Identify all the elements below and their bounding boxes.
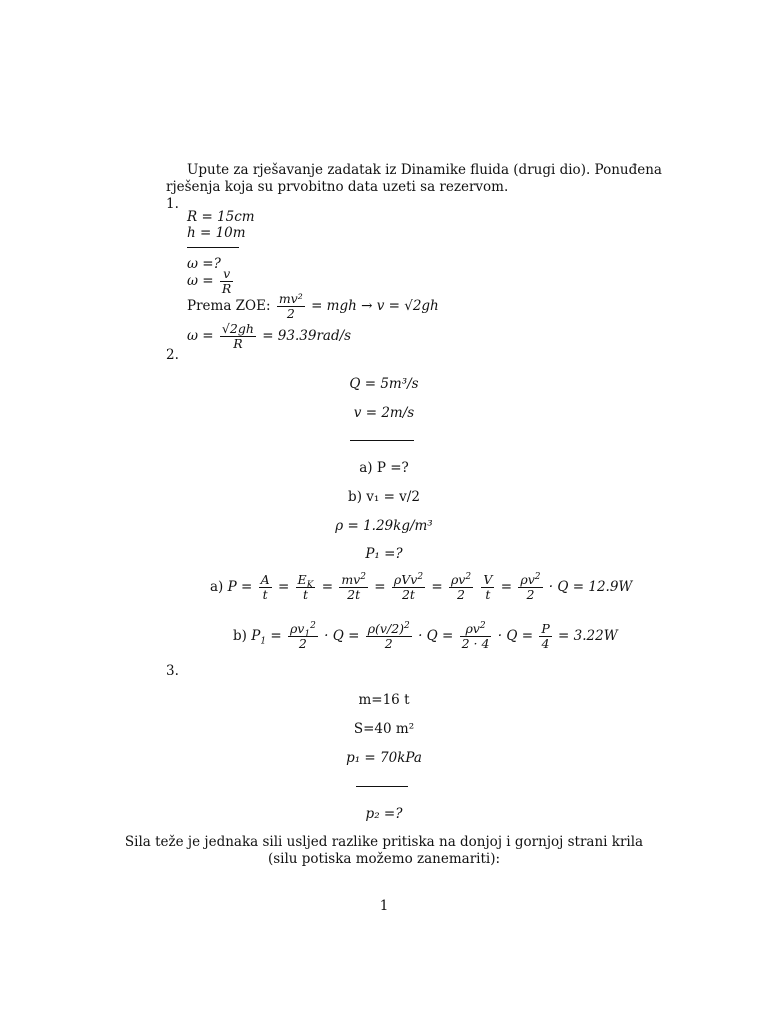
ask-P1: P₁ =? — [365, 546, 403, 562]
zoe-den: 2 — [286, 306, 295, 321]
omega-num: v — [220, 267, 233, 282]
given-Q: Q = 5m³/s — [349, 376, 419, 392]
sol-a-result: = 12.9W — [572, 579, 633, 595]
problem-3-text-1: Sila teže je jednaka sili usljed razlike pritiska na donjoj i gornjoj strani krila — [124, 834, 644, 850]
problem-2-number: 2. — [166, 347, 179, 363]
ask-P: a) P =? — [359, 460, 409, 476]
solution-a: a) P = $\frac{A}{t}$ = $\frac{E_K}{t}$ = $\frac{mv^2}{2t}$ = $\frac{\rho Vv^2}{2t}$ = $\frac{\rho v^2}{2}$ $\frac{V}{t}$ = $\frac{\rho v^2}{2}$ · Q = 12.9W — [210, 571, 633, 602]
given-p1: p₁ = 70kPa — [346, 750, 422, 766]
given-R: R = 15cm — [187, 209, 255, 225]
omega-lhs: ω = — [187, 273, 214, 289]
sol-b-result: = 3.22W — [558, 628, 618, 644]
given-S: S=40 m² — [353, 721, 415, 737]
separator-line-2 — [350, 440, 414, 441]
ask-v1: b) v₁ = v/2 — [348, 489, 420, 505]
separator-line-3 — [356, 786, 408, 787]
result-lhs: ω = — [187, 328, 214, 344]
zoe-fraction — [277, 292, 305, 321]
zoe-num: mv² — [278, 291, 303, 306]
omega-den: R — [221, 281, 232, 296]
separator-line — [187, 247, 239, 248]
zoe-rest: = mgh → v = √2gh — [311, 298, 439, 314]
intro-line-2: rješenja koja su prvobitno data uzeti sa rezervom. — [166, 179, 509, 195]
given-rho: ρ = 1.29kg/m³ — [335, 518, 433, 534]
given-v: v = 2m/s — [353, 405, 415, 421]
problem-1-number: 1. — [166, 196, 179, 212]
sol-a-label: a) — [210, 579, 224, 595]
intro-line-1: Upute za rješavanje zadatak iz Dinamike fluida (drugi dio). Ponuđena — [187, 162, 662, 178]
problem-3-text-2: (silu potiska možemo zanemariti): — [267, 851, 501, 867]
result-num: √2gh — [221, 321, 254, 336]
given-h: h = 10m — [187, 225, 246, 241]
solution-b: b) $P_1$ = $\frac{\rho v_1^2}{2}$ · Q = $\frac{\rho(v/2)^2}{2}$ · Q = $\frac{\rho v^2}{2 \cdot 4}$ · Q = $\frac{P}{4}$ = 3.22W — [233, 620, 618, 651]
problem-3-number: 3. — [166, 663, 179, 679]
omega-result — [187, 322, 351, 351]
zoe-formula — [187, 292, 439, 321]
zoe-label: Prema ZOE: — [187, 298, 271, 314]
page-number: 1 — [379, 898, 389, 914]
result-rhs: = 93.39rad/s — [262, 328, 352, 344]
unknown-omega: ω =? — [187, 256, 221, 272]
given-m: m=16 t — [358, 692, 410, 708]
result-den: R — [233, 336, 243, 351]
ask-p2: p₂ =? — [365, 806, 403, 822]
result-fraction — [220, 322, 256, 351]
sol-b-label: b) — [233, 628, 247, 644]
